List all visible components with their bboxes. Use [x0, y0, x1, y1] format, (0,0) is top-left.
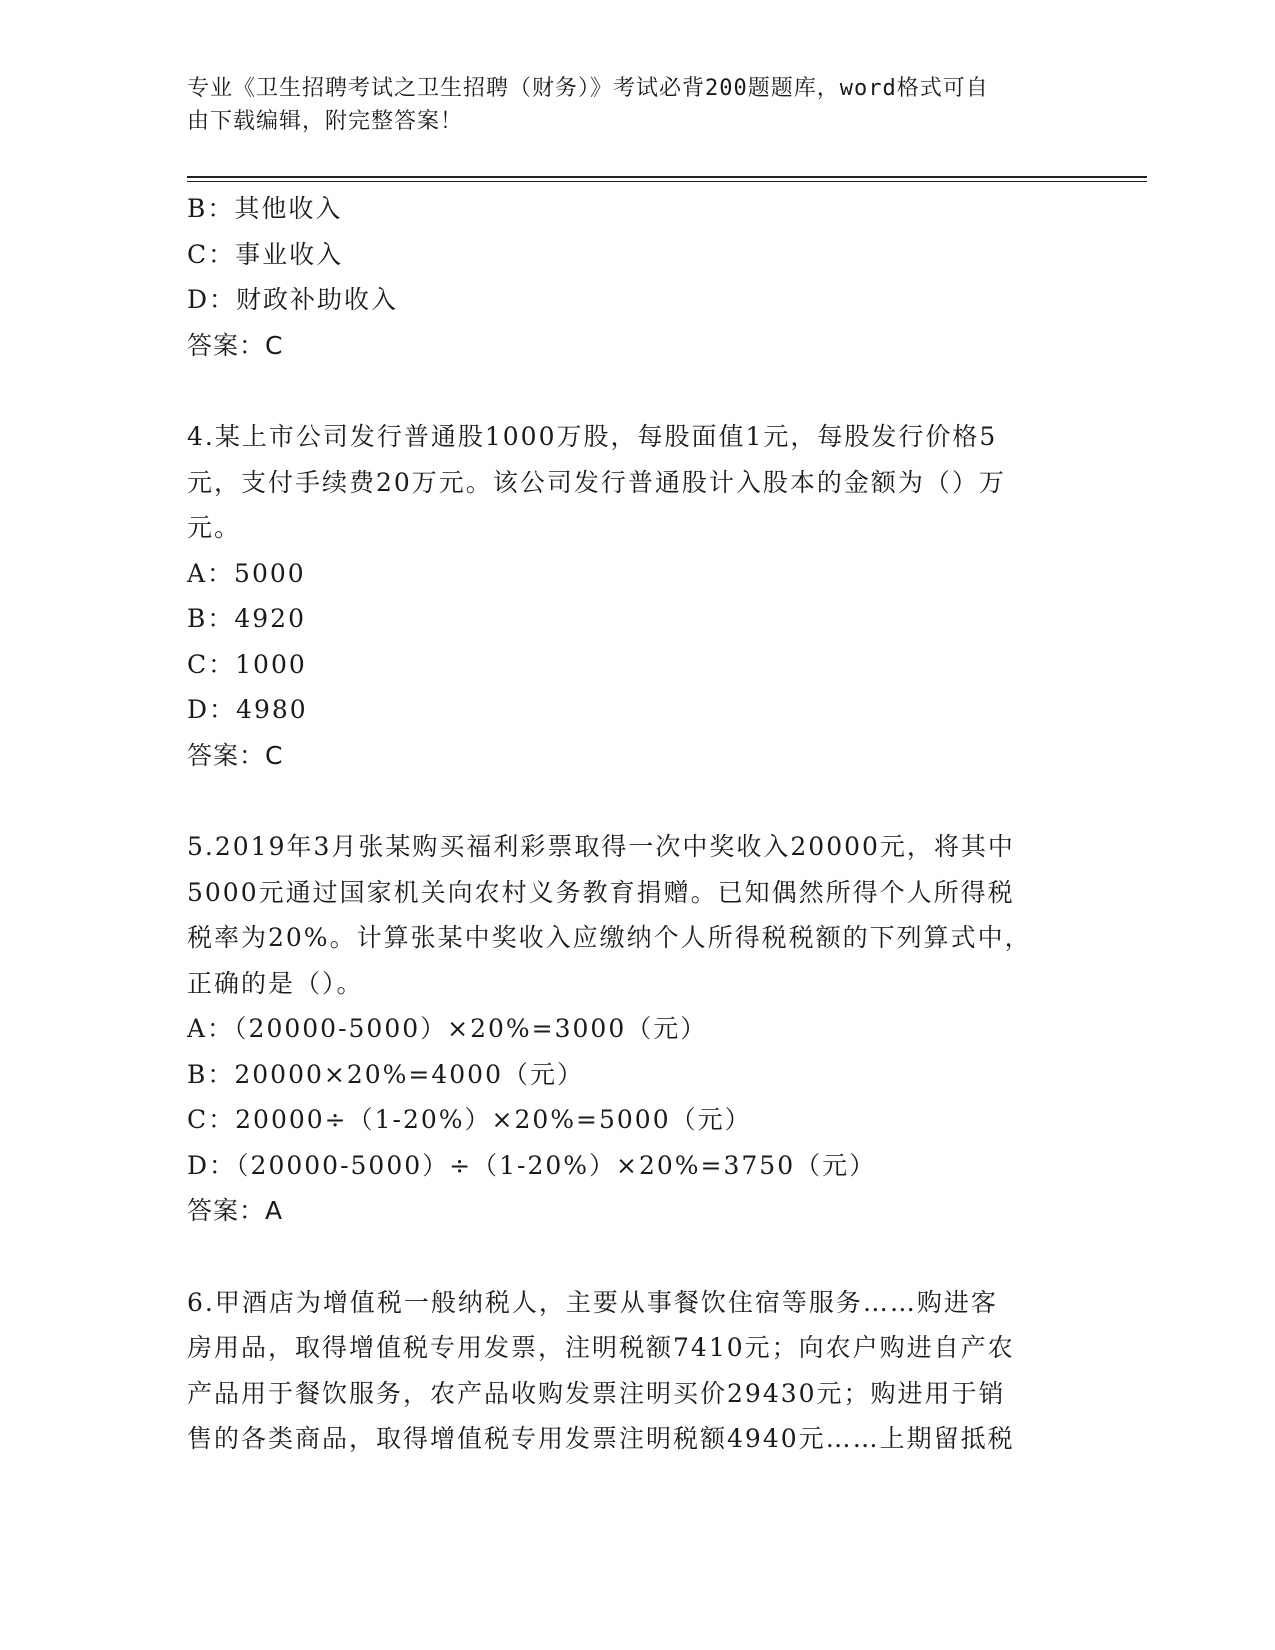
question-stem-line: 6.甲酒店为增值税一般纳税人，主要从事餐饮住宿等服务……购进客 — [187, 1287, 998, 1317]
option-c: C：20000÷（1-20%）×20%=5000（元） — [187, 1105, 752, 1134]
header-divider — [187, 176, 1147, 182]
option-a: A：5000 — [187, 558, 306, 588]
question-content — [187, 186, 1087, 1462]
option-b: B：4920 — [187, 604, 306, 633]
answer: 答案：C — [187, 740, 284, 770]
question-stem-line: 售的各类商品，取得增值税专用发票注明税额4940元……上期留抵税 — [187, 1424, 1015, 1453]
question-5 — [187, 824, 1087, 1234]
question-4 — [187, 414, 1087, 778]
option-d: D：财政补助收入 — [187, 285, 399, 314]
page-header — [187, 72, 1067, 138]
header-line-2: 由下载编辑，附完整答案！ — [187, 109, 464, 134]
question-stem-line: 税率为20%。计算张某中奖收入应缴纳个人所得税税额的下列算式中， — [187, 923, 1032, 952]
option-c: C：1000 — [187, 649, 307, 679]
option-b: B：其他收入 — [187, 194, 343, 223]
question-stem-line: 元，支付手续费20万元。该公司发行普通股计入股本的金额为（）万 — [187, 467, 1006, 497]
header-line-1: 专业《卫生招聘考试之卫生招聘（财务）》考试必背200题题库，word格式可自 — [187, 76, 989, 101]
question-6 — [187, 1280, 1087, 1462]
option-d: D：（20000-5000）÷（1-20%）×20%=3750（元） — [187, 1150, 877, 1180]
question-stem-line: 产品用于餐饮服务，农产品收购发票注明买价29430元；购进用于销 — [187, 1378, 1006, 1408]
question-stem-line: 元。 — [187, 513, 242, 542]
question-stem-line: 4.某上市公司发行普通股1000万股，每股面值1元，每股发行价格5 — [187, 422, 998, 451]
option-c: C：事业收入 — [187, 239, 344, 269]
answer: 答案：A — [187, 1196, 284, 1225]
question-stem-line: 5.2019年3月张某购买福利彩票取得一次中奖收入20000元，将其中 — [187, 832, 1015, 861]
option-a: A：（20000-5000）×20%=3000（元） — [187, 1014, 708, 1043]
answer: 答案：C — [187, 330, 284, 360]
question-3 — [187, 186, 1087, 368]
question-stem-line: 正确的是（）。 — [187, 968, 364, 998]
option-b: B：20000×20%=4000（元） — [187, 1059, 584, 1089]
option-d: D：4980 — [187, 695, 308, 724]
question-stem-line: 房用品，取得增值税专用发票，注明税额7410元；向农户购进自产农 — [187, 1333, 1015, 1362]
question-stem-line: 5000元通过国家机关向农村义务教育捐赠。已知偶然所得个人所得税 — [187, 877, 1015, 907]
